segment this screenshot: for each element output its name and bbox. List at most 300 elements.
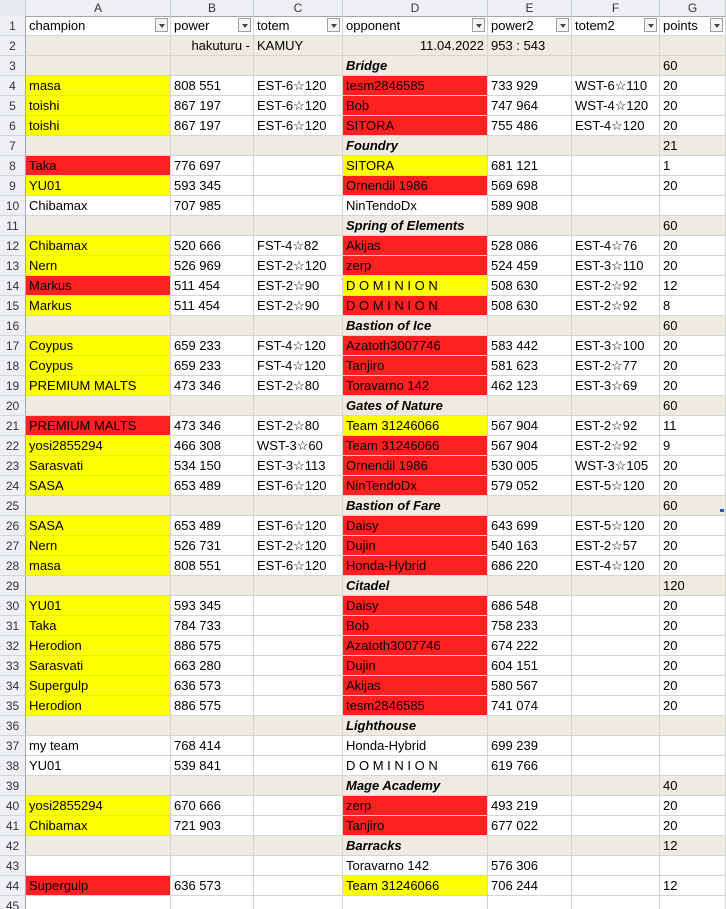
section-title[interactable]: Mage Academy [343, 776, 488, 796]
cell-c[interactable]: EST-2☆90 [254, 276, 343, 296]
cell-d[interactable]: SITORA [343, 116, 488, 136]
cell-e[interactable]: 686 220 [488, 556, 572, 576]
cell-g[interactable]: 40 [660, 776, 726, 796]
cell-e[interactable]: 677 022 [488, 816, 572, 836]
cell-f[interactable] [572, 876, 660, 896]
cell-c[interactable] [254, 796, 343, 816]
cell-c[interactable]: EST-3☆113 [254, 456, 343, 476]
cell-f[interactable] [572, 176, 660, 196]
cell-g[interactable]: 60 [660, 216, 726, 236]
cell-a[interactable] [26, 396, 171, 416]
cell-c[interactable] [254, 776, 343, 796]
cell-a[interactable]: Supergulp [26, 676, 171, 696]
cell-e[interactable]: 530 005 [488, 456, 572, 476]
cell-f[interactable] [572, 616, 660, 636]
cell-a[interactable]: YU01 [26, 596, 171, 616]
cell-f[interactable]: EST-4☆76 [572, 236, 660, 256]
cell-c[interactable] [254, 896, 343, 909]
cell-b[interactable]: 473 346 [171, 376, 254, 396]
cell-g[interactable]: 20 [660, 336, 726, 356]
cell-b[interactable]: 653 489 [171, 476, 254, 496]
cell-f[interactable] [572, 636, 660, 656]
cell-d[interactable]: D O M I N I O N [343, 756, 488, 776]
cell-a[interactable]: Taka [26, 156, 171, 176]
cell-e[interactable]: 576 306 [488, 856, 572, 876]
cell-a[interactable] [26, 576, 171, 596]
cell-c[interactable]: WST-3☆60 [254, 436, 343, 456]
cell-e[interactable]: 508 630 [488, 276, 572, 296]
cell-e[interactable]: 755 486 [488, 116, 572, 136]
cell-a[interactable]: Markus [26, 276, 171, 296]
cell-g[interactable]: 12 [660, 876, 726, 896]
cell-c[interactable] [254, 316, 343, 336]
cell-g[interactable] [660, 196, 726, 216]
cell-e[interactable]: 706 244 [488, 876, 572, 896]
cell-c[interactable]: EST-2☆80 [254, 416, 343, 436]
column-header-c[interactable]: C [254, 0, 343, 16]
cell-d[interactable]: Honda-Hybrid [343, 556, 488, 576]
row-number[interactable]: 4 [0, 76, 26, 96]
filter-dropdown-icon[interactable] [644, 18, 657, 32]
row-number[interactable]: 35 [0, 696, 26, 716]
cell-e[interactable] [488, 896, 572, 909]
cell-b[interactable] [171, 576, 254, 596]
cell-f[interactable] [572, 816, 660, 836]
cell-b[interactable]: 534 150 [171, 456, 254, 476]
cell-g[interactable]: 21 [660, 136, 726, 156]
cell-c[interactable] [254, 216, 343, 236]
cell-e[interactable] [488, 316, 572, 336]
cell-e[interactable]: 493 219 [488, 796, 572, 816]
cell-f[interactable] [572, 896, 660, 909]
cell-a[interactable]: toishi [26, 96, 171, 116]
cell-g[interactable]: 9 [660, 436, 726, 456]
cell-e[interactable]: 674 222 [488, 636, 572, 656]
cell-f[interactable]: EST-5☆120 [572, 476, 660, 496]
cell-c[interactable] [254, 196, 343, 216]
cell-b[interactable]: 526 969 [171, 256, 254, 276]
cell-d[interactable]: Toravarno 142 [343, 376, 488, 396]
cell-c[interactable]: FST-4☆82 [254, 236, 343, 256]
row-number[interactable]: 20 [0, 396, 26, 416]
cell-g[interactable] [660, 716, 726, 736]
column-header-e[interactable]: E [488, 0, 572, 16]
cell-b[interactable]: 867 197 [171, 116, 254, 136]
select-all-corner[interactable] [0, 0, 26, 16]
cell-g[interactable]: 20 [660, 816, 726, 836]
section-title[interactable]: Bastion of Ice [343, 316, 488, 336]
cell-c[interactable]: EST-6☆120 [254, 476, 343, 496]
cell-c[interactable] [254, 156, 343, 176]
cell-e[interactable] [488, 776, 572, 796]
row-number[interactable]: 17 [0, 336, 26, 356]
cell-b[interactable]: 721 903 [171, 816, 254, 836]
cell-d[interactable]: Ornendil 1986 [343, 176, 488, 196]
cell-d[interactable]: NinTendoDx [343, 476, 488, 496]
cell-b[interactable]: 659 233 [171, 356, 254, 376]
cell-b[interactable]: 784 733 [171, 616, 254, 636]
cell-a[interactable]: SASA [26, 476, 171, 496]
cell-a[interactable]: yosi2855294 [26, 436, 171, 456]
cell-d[interactable]: D O M I N I O N [343, 276, 488, 296]
cell-b[interactable]: 593 345 [171, 176, 254, 196]
cell-d[interactable]: Dujin [343, 656, 488, 676]
row-number[interactable]: 34 [0, 676, 26, 696]
cell-a[interactable]: masa [26, 556, 171, 576]
cell-c[interactable] [254, 396, 343, 416]
row-number[interactable]: 10 [0, 196, 26, 216]
cell-f[interactable]: EST-2☆92 [572, 416, 660, 436]
cell-b[interactable]: 511 454 [171, 296, 254, 316]
cell-e[interactable]: 528 086 [488, 236, 572, 256]
header-cell-points[interactable] [660, 16, 726, 36]
cell-b[interactable]: 466 308 [171, 436, 254, 456]
row-number[interactable]: 18 [0, 356, 26, 376]
cell-d[interactable]: zerp [343, 796, 488, 816]
cell-g[interactable]: 20 [660, 536, 726, 556]
cell-b[interactable] [171, 316, 254, 336]
cell-a[interactable]: Nern [26, 256, 171, 276]
cell-a[interactable]: YU01 [26, 176, 171, 196]
row-number[interactable]: 23 [0, 456, 26, 476]
cell-a[interactable] [26, 136, 171, 156]
cell-c[interactable] [254, 716, 343, 736]
cell-f[interactable]: WST-3☆105 [572, 456, 660, 476]
cell-f[interactable]: EST-5☆120 [572, 516, 660, 536]
cell-g[interactable] [660, 856, 726, 876]
cell-a[interactable] [26, 836, 171, 856]
cell-f[interactable] [572, 596, 660, 616]
cell-b[interactable]: 511 454 [171, 276, 254, 296]
section-title[interactable]: Citadel [343, 576, 488, 596]
cell-g[interactable]: 60 [660, 396, 726, 416]
row-number[interactable]: 9 [0, 176, 26, 196]
cell-b[interactable]: 808 551 [171, 76, 254, 96]
cell-e[interactable]: 681 121 [488, 156, 572, 176]
cell-c[interactable]: EST-6☆120 [254, 116, 343, 136]
cell-d[interactable]: SITORA [343, 156, 488, 176]
row-number[interactable]: 22 [0, 436, 26, 456]
cell-d[interactable]: Tanjiro [343, 816, 488, 836]
row-number[interactable]: 32 [0, 636, 26, 656]
cell-g[interactable]: 20 [660, 656, 726, 676]
cell-c[interactable]: FST-4☆120 [254, 336, 343, 356]
cell-e[interactable]: 580 567 [488, 676, 572, 696]
column-header-b[interactable]: B [171, 0, 254, 16]
cell-c[interactable]: EST-2☆80 [254, 376, 343, 396]
cell-a[interactable]: PREMIUM MALTS [26, 416, 171, 436]
cell-c[interactable] [254, 176, 343, 196]
cell-b[interactable]: 659 233 [171, 336, 254, 356]
cell-f[interactable] [572, 196, 660, 216]
section-title[interactable]: Bastion of Fare [343, 496, 488, 516]
cell-c[interactable] [254, 136, 343, 156]
cell-e[interactable]: 567 904 [488, 416, 572, 436]
cell-b[interactable] [171, 836, 254, 856]
cell-e[interactable] [488, 216, 572, 236]
row-number[interactable]: 30 [0, 596, 26, 616]
cell-a[interactable]: Supergulp [26, 876, 171, 896]
cell-b[interactable] [171, 396, 254, 416]
cell-a[interactable]: Chibamax [26, 236, 171, 256]
cell-g[interactable]: 12 [660, 276, 726, 296]
cell-c[interactable]: EST-2☆120 [254, 536, 343, 556]
cell-a[interactable]: Herodion [26, 696, 171, 716]
cell-d[interactable]: Akijas [343, 236, 488, 256]
cell-d[interactable]: Azatoth3007746 [343, 336, 488, 356]
cell-d[interactable]: Daisy [343, 516, 488, 536]
cell-b[interactable]: 539 841 [171, 756, 254, 776]
cell-f[interactable] [572, 396, 660, 416]
cell-g[interactable]: 20 [660, 676, 726, 696]
cell-f[interactable]: EST-3☆110 [572, 256, 660, 276]
row-number[interactable]: 2 [0, 36, 26, 56]
cell-a[interactable]: my team [26, 736, 171, 756]
row-number[interactable]: 41 [0, 816, 26, 836]
cell-c[interactable] [254, 56, 343, 76]
header-cell-totem[interactable] [254, 16, 343, 36]
cell-g[interactable]: 20 [660, 76, 726, 96]
cell-g[interactable]: 20 [660, 236, 726, 256]
cell-c[interactable] [254, 636, 343, 656]
cell-g[interactable]: 20 [660, 636, 726, 656]
row-number[interactable]: 1 [0, 16, 26, 36]
cell-e[interactable]: 567 904 [488, 436, 572, 456]
cell-b[interactable] [171, 716, 254, 736]
row-number[interactable]: 25 [0, 496, 26, 516]
cell-c[interactable]: FST-4☆120 [254, 356, 343, 376]
cell-e[interactable]: 619 766 [488, 756, 572, 776]
cell-d[interactable]: Akijas [343, 676, 488, 696]
row-number[interactable]: 7 [0, 136, 26, 156]
cell-g[interactable]: 20 [660, 596, 726, 616]
cell-b[interactable] [171, 896, 254, 909]
cell-e[interactable]: 540 163 [488, 536, 572, 556]
cell-a[interactable]: Markus [26, 296, 171, 316]
cell-c[interactable] [254, 496, 343, 516]
cell-a[interactable] [26, 216, 171, 236]
cell-g[interactable]: 20 [660, 476, 726, 496]
cell-e[interactable]: 508 630 [488, 296, 572, 316]
cell-f[interactable] [572, 736, 660, 756]
cell-b[interactable]: 473 346 [171, 416, 254, 436]
filter-dropdown-icon[interactable] [710, 18, 723, 32]
cell-d[interactable]: NinTendoDx [343, 196, 488, 216]
cell-g[interactable]: 120 [660, 576, 726, 596]
cell-b[interactable]: 520 666 [171, 236, 254, 256]
cell-a[interactable]: SASA [26, 516, 171, 536]
row-number[interactable]: 36 [0, 716, 26, 736]
header-cell-power[interactable] [171, 16, 254, 36]
info-cell[interactable] [26, 36, 171, 56]
row-number[interactable]: 26 [0, 516, 26, 536]
row-number[interactable]: 24 [0, 476, 26, 496]
cell-e[interactable] [488, 136, 572, 156]
cell-f[interactable]: EST-4☆120 [572, 556, 660, 576]
cell-f[interactable] [572, 136, 660, 156]
row-number[interactable]: 43 [0, 856, 26, 876]
cell-g[interactable]: 20 [660, 176, 726, 196]
row-number[interactable]: 11 [0, 216, 26, 236]
cell-c[interactable] [254, 816, 343, 836]
cell-a[interactable] [26, 496, 171, 516]
header-cell-champion[interactable] [26, 16, 171, 36]
cell-f[interactable]: EST-2☆92 [572, 276, 660, 296]
cell-g[interactable]: 20 [660, 556, 726, 576]
cell-f[interactable] [572, 776, 660, 796]
cell-b[interactable]: 526 731 [171, 536, 254, 556]
cell-a[interactable]: Coypus [26, 356, 171, 376]
cell-f[interactable]: EST-2☆92 [572, 296, 660, 316]
cell-d[interactable]: Team 31246066 [343, 876, 488, 896]
cell-g[interactable]: 12 [660, 836, 726, 856]
cell-f[interactable]: EST-2☆92 [572, 436, 660, 456]
cell-c[interactable]: EST-6☆120 [254, 516, 343, 536]
cell-d[interactable]: Toravarno 142 [343, 856, 488, 876]
cell-g[interactable] [660, 896, 726, 909]
cell-d[interactable]: Daisy [343, 596, 488, 616]
cell-b[interactable]: 768 414 [171, 736, 254, 756]
cell-g[interactable]: 20 [660, 696, 726, 716]
info-cell[interactable] [660, 36, 726, 56]
cell-e[interactable]: 758 233 [488, 616, 572, 636]
row-number[interactable]: 38 [0, 756, 26, 776]
cell-b[interactable]: 636 573 [171, 876, 254, 896]
section-title[interactable]: Barracks [343, 836, 488, 856]
cell-e[interactable]: 686 548 [488, 596, 572, 616]
cell-b[interactable]: 670 666 [171, 796, 254, 816]
cell-f[interactable] [572, 156, 660, 176]
cell-f[interactable]: WST-6☆110 [572, 76, 660, 96]
cell-b[interactable]: 653 489 [171, 516, 254, 536]
cell-e[interactable]: 524 459 [488, 256, 572, 276]
cell-d[interactable]: Bob [343, 616, 488, 636]
row-number[interactable]: 12 [0, 236, 26, 256]
cell-c[interactable] [254, 876, 343, 896]
cell-c[interactable] [254, 856, 343, 876]
cell-c[interactable] [254, 676, 343, 696]
cell-e[interactable] [488, 836, 572, 856]
cell-d[interactable]: Team 31246066 [343, 416, 488, 436]
cell-e[interactable]: 699 239 [488, 736, 572, 756]
cell-e[interactable]: 733 929 [488, 76, 572, 96]
cell-f[interactable]: EST-2☆77 [572, 356, 660, 376]
cell-b[interactable]: 886 575 [171, 636, 254, 656]
cell-b[interactable] [171, 496, 254, 516]
cell-e[interactable]: 581 623 [488, 356, 572, 376]
section-title[interactable]: Gates of Nature [343, 396, 488, 416]
cell-g[interactable]: 60 [660, 496, 726, 516]
cell-b[interactable] [171, 856, 254, 876]
cell-f[interactable] [572, 656, 660, 676]
cell-c[interactable] [254, 756, 343, 776]
cell-a[interactable] [26, 856, 171, 876]
cell-d[interactable]: Dujin [343, 536, 488, 556]
cell-a[interactable]: masa [26, 76, 171, 96]
cell-c[interactable] [254, 736, 343, 756]
cell-g[interactable]: 20 [660, 96, 726, 116]
cell-e[interactable] [488, 396, 572, 416]
cell-f[interactable] [572, 696, 660, 716]
cell-a[interactable]: PREMIUM MALTS [26, 376, 171, 396]
cell-g[interactable]: 20 [660, 616, 726, 636]
row-number[interactable]: 14 [0, 276, 26, 296]
row-number[interactable]: 3 [0, 56, 26, 76]
cell-g[interactable]: 8 [660, 296, 726, 316]
row-number[interactable]: 39 [0, 776, 26, 796]
header-cell-power2[interactable] [488, 16, 572, 36]
cell-e[interactable]: 741 074 [488, 696, 572, 716]
cell-c[interactable] [254, 596, 343, 616]
row-number[interactable]: 15 [0, 296, 26, 316]
cell-b[interactable] [171, 776, 254, 796]
row-number[interactable]: 31 [0, 616, 26, 636]
cell-f[interactable] [572, 676, 660, 696]
cell-c[interactable]: EST-2☆120 [254, 256, 343, 276]
cell-g[interactable]: 20 [660, 516, 726, 536]
cell-a[interactable]: Sarasvati [26, 656, 171, 676]
cell-a[interactable]: Herodion [26, 636, 171, 656]
section-title[interactable]: Lighthouse [343, 716, 488, 736]
cell-a[interactable]: Nern [26, 536, 171, 556]
cell-g[interactable]: 11 [660, 416, 726, 436]
date-cell[interactable]: 11.04.2022 [343, 36, 488, 56]
column-header-g[interactable]: G [660, 0, 726, 16]
filter-dropdown-icon[interactable] [238, 18, 251, 32]
row-number[interactable]: 16 [0, 316, 26, 336]
cell-g[interactable]: 20 [660, 796, 726, 816]
cell-e[interactable]: 643 699 [488, 516, 572, 536]
cell-c[interactable]: EST-6☆120 [254, 76, 343, 96]
cell-f[interactable]: EST-3☆100 [572, 336, 660, 356]
cell-d[interactable]: Azatoth3007746 [343, 636, 488, 656]
cell-f[interactable] [572, 796, 660, 816]
cell-g[interactable]: 60 [660, 316, 726, 336]
cell-e[interactable] [488, 716, 572, 736]
cell-d[interactable]: Ornendil 1986 [343, 456, 488, 476]
row-number[interactable]: 40 [0, 796, 26, 816]
row-number[interactable]: 45 [0, 896, 26, 909]
cell-a[interactable]: Coypus [26, 336, 171, 356]
section-title[interactable]: Spring of Elements [343, 216, 488, 236]
cell-e[interactable]: 747 964 [488, 96, 572, 116]
cell-a[interactable]: Taka [26, 616, 171, 636]
cell-b[interactable] [171, 136, 254, 156]
cell-b[interactable]: 593 345 [171, 596, 254, 616]
cell-g[interactable]: 60 [660, 56, 726, 76]
cell-e[interactable] [488, 496, 572, 516]
score-cell[interactable]: 953 : 543 [488, 36, 572, 56]
cell-g[interactable]: 20 [660, 356, 726, 376]
row-number[interactable]: 44 [0, 876, 26, 896]
cell-e[interactable]: 583 442 [488, 336, 572, 356]
cell-f[interactable] [572, 576, 660, 596]
cell-b[interactable]: 663 280 [171, 656, 254, 676]
cell-a[interactable]: yosi2855294 [26, 796, 171, 816]
cell-g[interactable]: 20 [660, 256, 726, 276]
cell-c[interactable] [254, 576, 343, 596]
cell-g[interactable] [660, 756, 726, 776]
cell-e[interactable]: 579 052 [488, 476, 572, 496]
cell-a[interactable]: toishi [26, 116, 171, 136]
cell-f[interactable]: EST-3☆69 [572, 376, 660, 396]
cell-f[interactable] [572, 496, 660, 516]
header-cell-totem2[interactable] [572, 16, 660, 36]
column-header-a[interactable]: A [26, 0, 171, 16]
cell-d[interactable]: zerp [343, 256, 488, 276]
cell-f[interactable] [572, 856, 660, 876]
row-number[interactable]: 6 [0, 116, 26, 136]
